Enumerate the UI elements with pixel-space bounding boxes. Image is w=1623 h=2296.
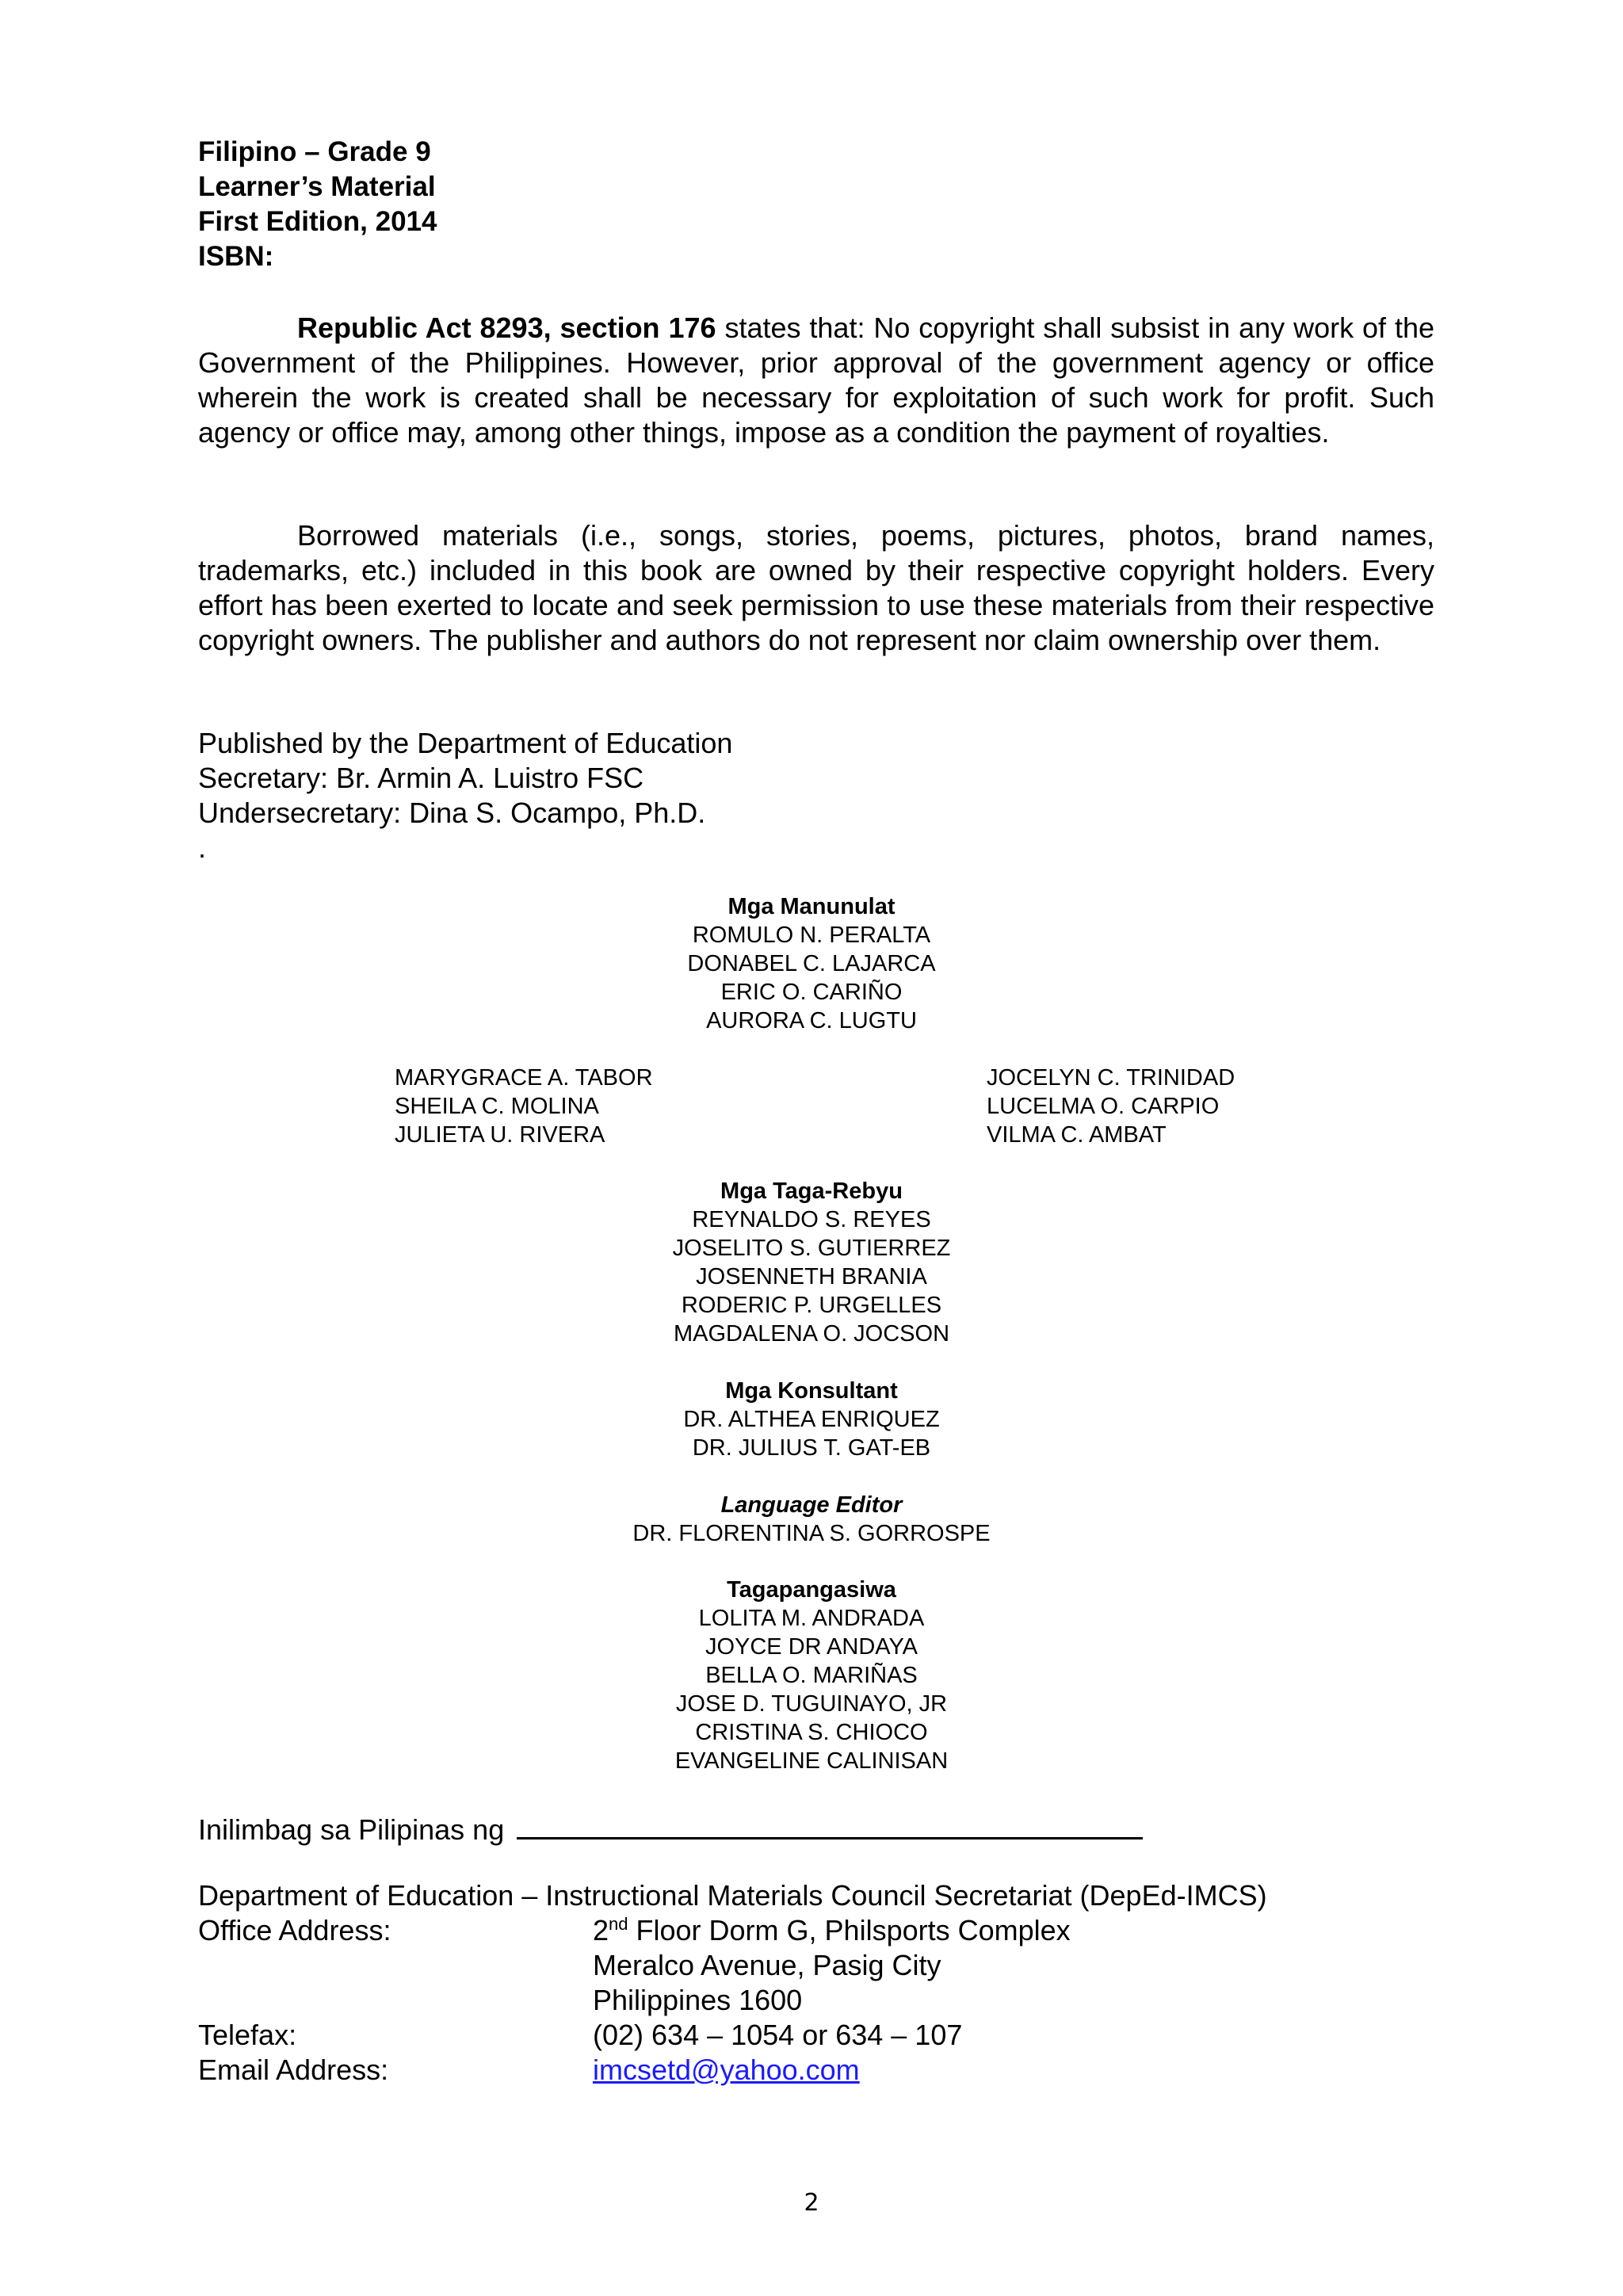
office-address-line3: Philippines 1600 (593, 1984, 803, 2016)
management-section (0, 1576, 1623, 1775)
book-title: Filipino – Grade 9 (198, 136, 431, 167)
writer-name: JULIETA U. RIVERA (395, 1122, 605, 1148)
email-row (198, 2053, 1267, 2088)
writer-name: LUCELMA O. CARPIO (987, 1094, 1220, 1119)
reviewer-name: JOSENNETH BRANIA (696, 1264, 927, 1289)
writer-name: VILMA C. AMBAT (987, 1122, 1167, 1148)
office-address-row-2 (198, 1948, 1267, 1983)
writers-section (0, 892, 1623, 1035)
reviewer-name: MAGDALENA O. JOCSON (673, 1321, 950, 1347)
manager-name: EVANGELINE CALINISAN (674, 1748, 949, 1774)
book-info-header (198, 135, 437, 274)
office-address-line1-rest: Floor Dorm G, Philsports Complex (628, 1914, 1071, 1946)
borrowed-materials-paragraph: Borrowed materials (i.e., songs, stories, poems, pictures, photos, brand names, trademarks, etc.) included in this book are owned by their respective copyright holders. Every effort has been exerted to locate and seek permission to use these materials from their respective copyright owners. The publisher and authors do not represent nor claim ownership over them. (198, 519, 1434, 656)
office-address-row (198, 1913, 1267, 1948)
consultants-heading: Mga Konsultant (725, 1378, 898, 1404)
language-editor-name: DR. FLORENTINA S. GORROSPE (632, 1521, 991, 1546)
deped-imcs-title: Department of Education – Instructional Materials Council Secretariat (DepEd-IMCS) (198, 1879, 1267, 1912)
telefax-label: Telefax: (198, 2019, 297, 2051)
edition: First Edition, 2014 (198, 206, 437, 237)
manager-name: BELLA O. MARIÑAS (705, 1663, 918, 1688)
published-by: Published by the Department of Education (198, 727, 733, 759)
writer-name: AURORA C. LUGTU (706, 1008, 917, 1033)
printer-blank-line (517, 1809, 1143, 1839)
floor-number: 2 (593, 1914, 609, 1946)
undersecretary: Undersecretary: Dina S. Ocampo, Ph.D. (198, 797, 706, 829)
manager-name: LOLITA M. ANDRADA (698, 1606, 925, 1631)
office-address-label: Office Address: (198, 1914, 391, 1946)
copyright-law-paragraph (198, 311, 1434, 450)
writer-name: JOCELYN C. TRINIDAD (987, 1065, 1235, 1091)
office-address-row-3 (198, 1983, 1267, 2018)
writer-name: DONABEL C. LAJARCA (687, 951, 936, 976)
writers-left-column (395, 1064, 653, 1149)
printed-by-label: Inilimbag sa Pilipinas ng (198, 1813, 505, 1846)
consultant-name: DR. ALTHEA ENRIQUEZ (683, 1407, 940, 1432)
material-type: Learner’s Material (198, 171, 436, 202)
writer-name: ERIC O. CARIÑO (720, 980, 903, 1005)
email-link[interactable]: imcsetd@yahoo.com (593, 2053, 860, 2086)
law-reference: Republic Act 8293, section 176 (297, 311, 716, 344)
writers-heading: Mga Manunulat (727, 894, 896, 919)
law-text: states that: No copyright shall subsist in any work of the Government of the Philippines. However, prior approval of the government agency or office wherein the work is created shall be necessary for exploitation of such work for profit. Such agency or office may, among other things, impose as a condition the payment of royalties. (198, 311, 1434, 449)
deped-imcs-block (198, 1878, 1267, 2088)
email-label: Email Address: (198, 2053, 389, 2086)
manager-name: CRISTINA S. CHIOCO (695, 1720, 928, 1745)
printed-by-line (198, 1809, 1143, 1847)
publisher-block (198, 726, 732, 865)
consultants-section (0, 1377, 1623, 1462)
floor-ordinal-suffix: nd (609, 1914, 628, 1934)
consultant-name: DR. JULIUS T. GAT-EB (692, 1435, 931, 1461)
writers-right-column (987, 1064, 1235, 1149)
telefax-row (198, 2018, 1267, 2053)
reviewer-name: JOSELITO S. GUTIERREZ (672, 1236, 951, 1261)
isbn-label: ISBN: (198, 241, 274, 272)
writer-name: SHEILA C. MOLINA (395, 1094, 599, 1119)
management-heading: Tagapangasiwa (727, 1577, 896, 1603)
reviewers-heading: Mga Taga-Rebyu (720, 1179, 903, 1204)
language-editor-heading: Language Editor (720, 1492, 903, 1518)
manager-name: JOYCE DR ANDAYA (705, 1634, 918, 1660)
reviewers-section (0, 1177, 1623, 1348)
writer-name: ROMULO N. PERALTA (692, 923, 931, 948)
office-address-line2: Meralco Avenue, Pasig City (593, 1949, 941, 1981)
page-number: 2 (804, 2189, 819, 2217)
language-editor-section (0, 1491, 1623, 1548)
reviewer-name: REYNALDO S. REYES (692, 1207, 931, 1232)
telefax-value: (02) 634 – 1054 or 634 – 107 (593, 2019, 963, 2051)
reviewer-name: RODERIC P. URGELLES (681, 1293, 942, 1318)
writer-name: MARYGRACE A. TABOR (395, 1065, 653, 1091)
office-address-line1 (593, 1913, 1071, 1948)
dot-line: . (198, 831, 207, 864)
secretary: Secretary: Br. Armin A. Luistro FSC (198, 762, 644, 794)
manager-name: JOSE D. TUGUINAYO, JR (675, 1691, 948, 1717)
